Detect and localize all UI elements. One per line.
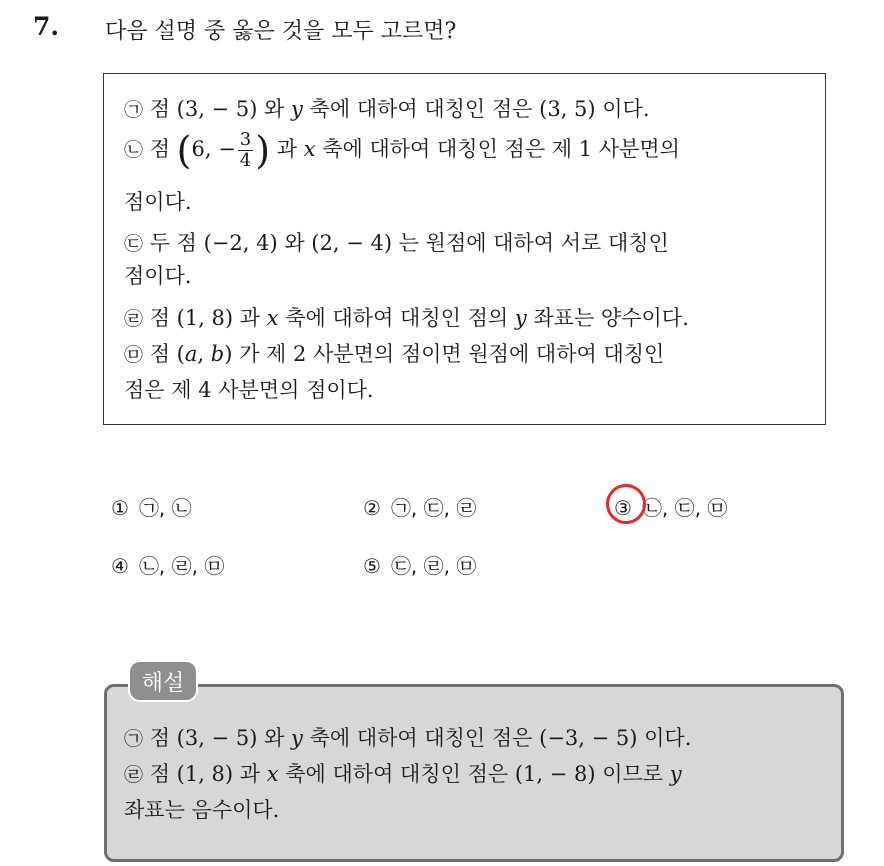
statement-5: ㉤ 점 (a, b) 가 제 2 사분면의 점이면 원점에 대하여 대칭인 <box>124 342 665 366</box>
solution-line-2: ㉣ 점 (1, 8) 과 x 축에 대하여 대칭인 점은 (1, − 8) 이므로 y <box>124 762 682 786</box>
solution-line-1: ㉠ 점 (3, − 5) 와 y 축에 대하여 대칭인 점은 (−3, − 5) 이다. <box>124 726 692 750</box>
statement-3: ㉢ 두 점 (−2, 4) 와 (2, − 4) 는 원점에 대하여 서로 대칭인 <box>124 231 669 255</box>
choice-1[interactable]: ① ㉠, ㉡ <box>111 496 192 520</box>
label-nieun: ㉡ <box>124 139 144 161</box>
label-giyeok: ㉠ <box>124 728 144 750</box>
solution-tag: 해설 <box>128 660 198 702</box>
label-digeut: ㉢ <box>124 233 144 255</box>
statement-4: ㉣ 점 (1, 8) 과 x 축에 대하여 대칭인 점의 y 좌표는 양수이다. <box>124 306 689 330</box>
statement-2: ㉡ 점 (6, − $\frac{3}{4}$ ) 과 x 축에 대하여 대칭인 점은 제 1 사분면의 <box>124 128 680 173</box>
statement-5-cont: 점은 제 4 사분면의 점이다. <box>124 378 374 402</box>
choice-4[interactable]: ④ ㉡, ㉣, ㉤ <box>111 554 225 578</box>
label-mieum: ㉤ <box>124 344 144 366</box>
statement-2-cont: 점이다. <box>124 190 192 214</box>
label-rieul: ㉣ <box>124 308 144 330</box>
label-giyeok: ㉠ <box>124 99 144 121</box>
solution-line-3: 좌표는 음수이다. <box>124 798 280 822</box>
fraction: $\frac{3}{4}$ <box>239 129 252 171</box>
choice-3[interactable]: ③ ㉡, ㉢, ㉤ <box>614 496 728 520</box>
label-rieul: ㉣ <box>124 764 144 786</box>
question-text: 다음 설명 중 옳은 것을 모두 고르면? <box>105 19 457 44</box>
choice-2[interactable]: ② ㉠, ㉢, ㉣ <box>363 496 477 520</box>
statement-3-cont: 점이다. <box>124 264 192 288</box>
choice-5[interactable]: ⑤ ㉢, ㉣, ㉤ <box>363 554 477 578</box>
statement-1: ㉠ 점 (3, − 5) 와 y 축에 대하여 대칭인 점은 (3, 5) 이다. <box>124 97 650 121</box>
statements-box <box>103 73 826 425</box>
question-number: 7. <box>33 12 60 41</box>
